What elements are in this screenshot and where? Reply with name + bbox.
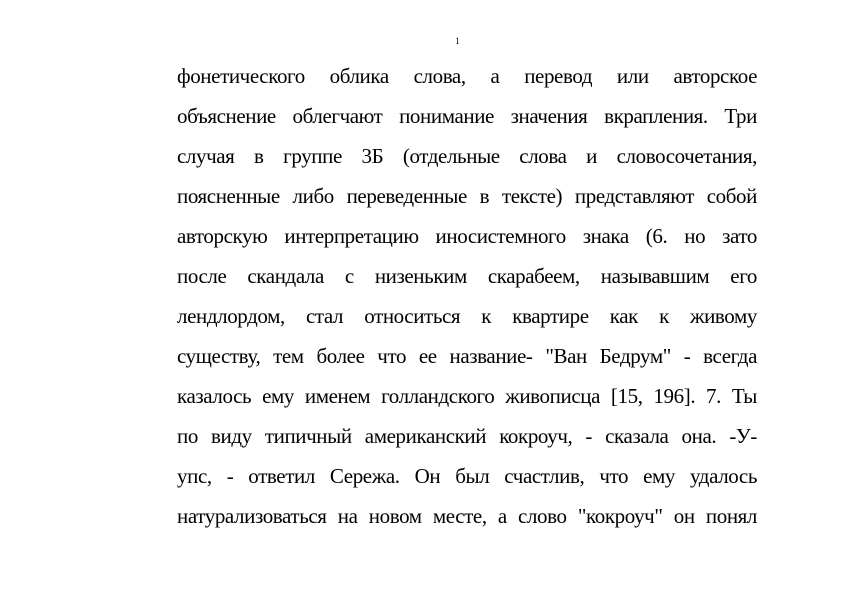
text-line: после скандала с низеньким скарабеем, называвшим его [177, 264, 757, 288]
text-line: поясненные либо переведенные в тексте) представляют собой [177, 184, 757, 208]
text-line: казалось ему именем голландского живописца [15, 196]. 7. Ты [177, 384, 757, 408]
text-line: по виду типичный американский кокроуч, - сказала она. -У- [177, 424, 757, 448]
text-line: упс, - ответил Сережа. Он был счастлив, что ему удалось [177, 464, 757, 488]
text-line: авторскую интерпретацию иносистемного знака (6. но зато [177, 224, 757, 248]
text-line: лендлордом, стал относиться к квартире как к живому [177, 304, 757, 328]
page-number: 1 [455, 36, 460, 46]
text-line: объяснение облегчают понимание значения вкрапления. Три [177, 104, 757, 128]
text-line: существу, тем более что ее название- "Ван Бедрум" - всегда [177, 344, 757, 368]
text-line: фонетического облика слова, а перевод или авторское [177, 64, 757, 88]
text-line: случая в группе 3Б (отдельные слова и словосочетания, [177, 144, 757, 168]
body-text [177, 62, 757, 542]
text-line: натурализоваться на новом месте, а слово "кокроуч" он понял [177, 504, 757, 528]
